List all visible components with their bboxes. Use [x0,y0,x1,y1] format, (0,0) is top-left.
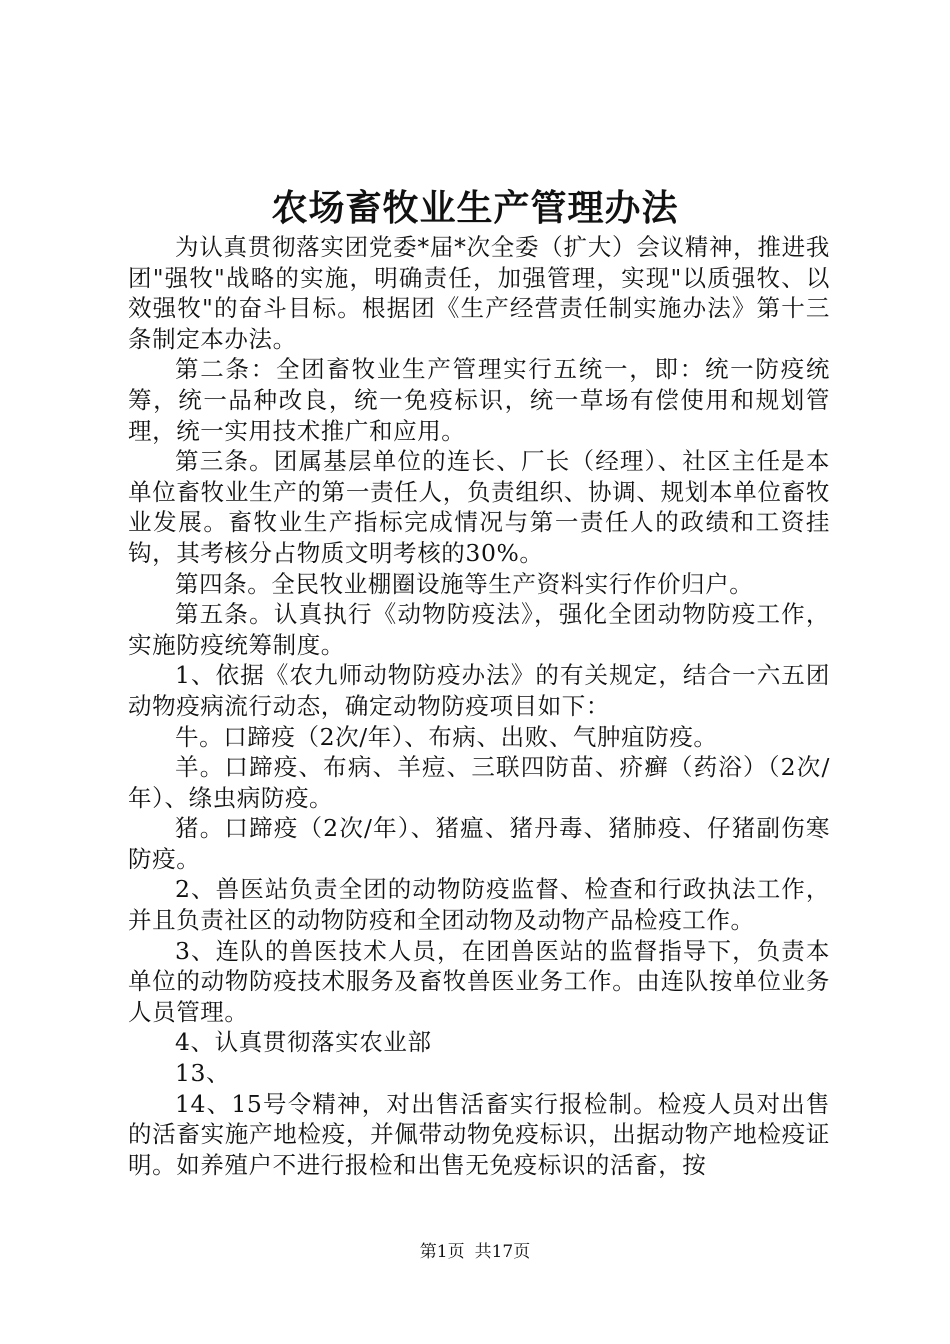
page-number: 第1页 [419,1242,465,1262]
paragraph-article-4: 第四条。全民牧业棚圈设施等生产资料实行作价归户。 [175,569,754,598]
paragraph-article-3: 第三条。团属基层单位的连长、厂长（经理）、社区主任是本单位畜牧业生产的第一责任人，负责组织、协调、规划本单位畜牧业发展。畜牧业生产指标完成情况与第一责任人的政绩和工资挂钩，其考核分占物质文明考核的30%。 [128,447,830,567]
paragraph-item-1: 1、依据《农九师动物防疫办法》的有关规定，结合一六五团动物疫病流行动态，确定动物防疫项目如下： [128,661,830,720]
document-body [128,232,830,1180]
paragraph-pig: 猪。口蹄疫（2次/年）、猪瘟、猪丹毒、猪肺疫、仔猪副伤寒防疫。 [128,814,830,873]
document-title: 农场畜牧业生产管理办法 [271,187,679,229]
paragraph-sheep: 羊。口蹄疫、布病、羊痘、三联四防苗、疥癣（药浴）（2次/年）、绦虫病防疫。 [128,753,830,812]
paragraph-item-3: 3、连队的兽医技术人员，在团兽医站的监督指导下，负责本单位的动物防疫技术服务及畜牧兽医业务工作。由连队按单位业务人员管理。 [128,936,830,1026]
paragraph-item-4: 4、认真贯彻落实农业部 [175,1028,432,1057]
paragraph-intro: 为认真贯彻落实团党委*届*次全委（扩大）会议精神，推进我团"强牧"战略的实施，明确责任，加强管理，实现"以质强牧、以效强牧"的奋斗目标。根据团《生产经营责任制实施办法》第十三条制定本办法。 [128,233,830,353]
paragraph-item-13: 13、 [175,1059,231,1088]
paragraph-article-2: 第二条：全团畜牧业生产管理实行五统一，即：统一防疫统筹，统一品种改良，统一免疫标识，统一草场有偿使用和规划管理，统一实用技术推广和应用。 [128,355,830,445]
paragraph-item-2: 2、兽医站负责全团的动物防疫监督、检查和行政执法工作，并且负责社区的动物防疫和全团动物及动物产品检疫工作。 [128,875,830,935]
paragraph-article-5: 第五条。认真执行《动物防疫法》，强化全团动物防疫工作，实施防疫统筹制度。 [128,600,830,659]
page-footer [0,1240,950,1264]
paragraph-item-14: 14、15号令精神，对出售活畜实行报检制。检疫人员对出售的活畜实施产地检疫，并佩带动物免疫标识，出据动物产地检疫证明。如养殖户不进行报检和出售无免疫标识的活畜，按 [128,1089,830,1179]
page-total: 共17页 [474,1242,531,1262]
paragraph-cattle: 牛。口蹄疫（2次/年）、布病、出败、气肿疽防疫。 [175,722,718,751]
